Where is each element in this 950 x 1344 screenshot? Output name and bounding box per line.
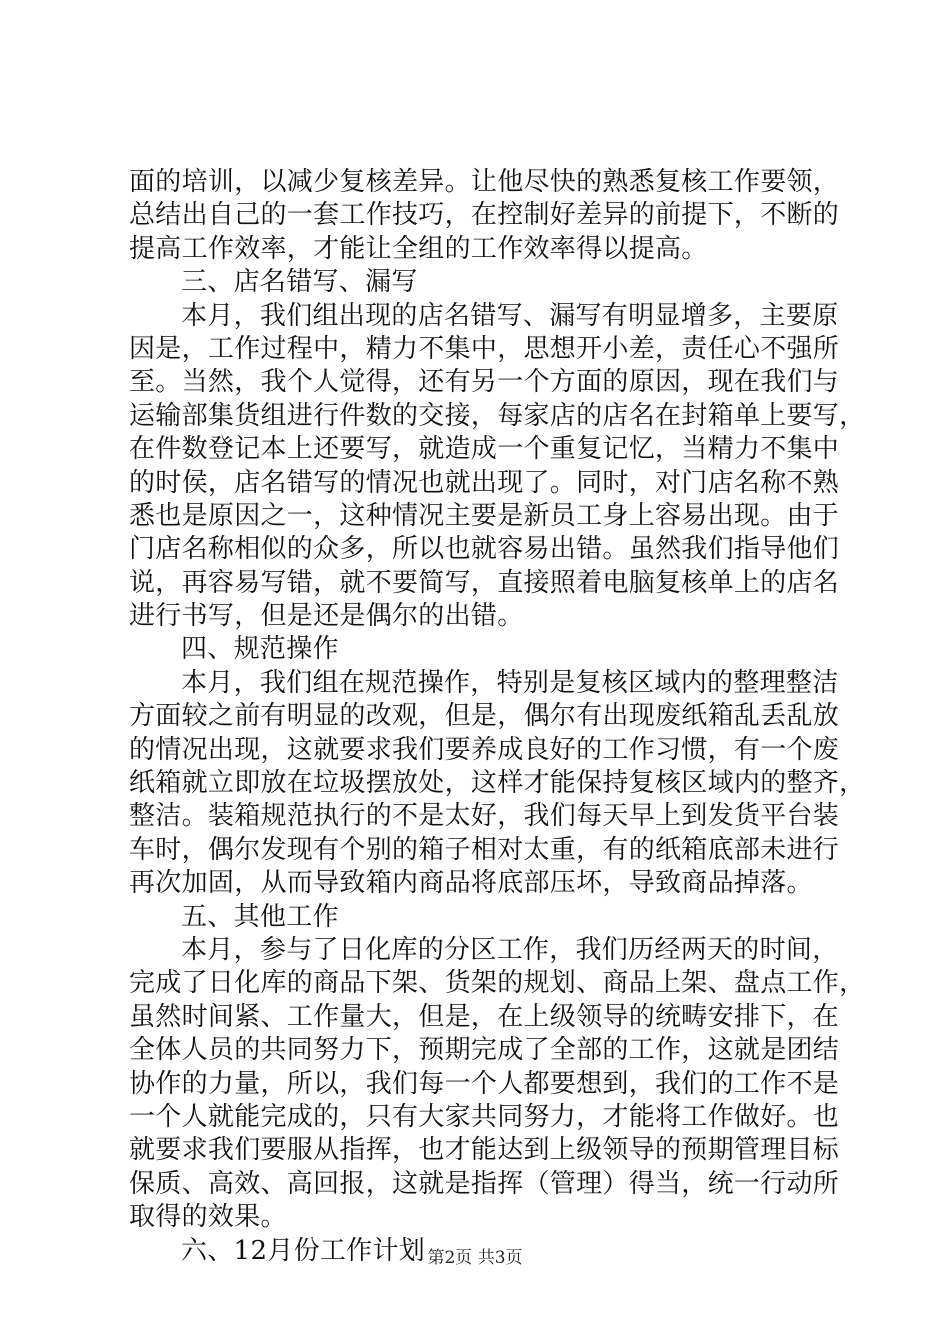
paragraph-line: 全体人员的共同努力下，预期完成了全部的工作，这就是团结 [129, 1035, 840, 1066]
paragraph-line: 的情况出现，这就要求我们要养成良好的工作习惯，有一个废 [129, 734, 840, 765]
section-heading-standard-operation: 四、规范操作 [181, 634, 339, 665]
paragraph-line: 面的培训，以减少复核差异。让他尽快的熟悉复核工作要领， [129, 167, 840, 197]
paragraph-line: 整洁。装箱规范执行的不是太好，我们每天早上到发货平台装 [129, 801, 840, 832]
paragraph-line: 一个人就能完成的，只有大家共同努力，才能将工作做好。也 [129, 1101, 840, 1132]
paragraph-line: 总结出自己的一套工作技巧，在控制好差异的前提下，不断的 [129, 200, 840, 231]
paragraph-line: 在件数登记本上还要写，就造成一个重复记忆，当精力不集中 [129, 434, 840, 465]
paragraph-line: 取得的效果。 [129, 1202, 287, 1233]
paragraph-line: 纸箱就立即放在垃圾摆放处，这样才能保持复核区域内的整齐， [129, 768, 866, 799]
paragraph-line: 完成了日化库的商品下架、货架的规划、商品上架、盘点工作， [129, 968, 866, 999]
paragraph-line: 本月，我们组出现的店名错写、漏写有明显增多，主要原 [181, 300, 839, 331]
paragraph-line: 的时侯，店名错写的情况也就出现了。同时，对门店名称不熟 [129, 467, 840, 498]
paragraph-line: 悉也是原因之一，这种情况主要是新员工身上容易出现。由于 [129, 500, 840, 531]
paragraph-line: 本月，我们组在规范操作，特别是复核区域内的整理整洁 [181, 667, 839, 698]
paragraph-line: 协作的力量，所以，我们每一个人都要想到，我们的工作不是 [129, 1068, 840, 1099]
paragraph-line: 至。当然，我个人觉得，还有另一个方面的原因，现在我们与 [129, 367, 840, 398]
paragraph-line: 进行书写，但是还是偶尔的出错。 [129, 601, 524, 632]
section-heading-december-plan: 六、12月份工作计划 [181, 1235, 426, 1266]
paragraph-line: 车时，偶尔发现有个别的箱子相对太重，有的纸箱底部未进行 [129, 834, 840, 865]
paragraph-line: 本月，参与了日化库的分区工作，我们历经两天的时间， [181, 934, 839, 965]
paragraph-line: 因是，工作过程中，精力不集中，思想开小差，责任心不强所 [129, 333, 840, 364]
paragraph-line: 就要求我们要服从指挥，也才能达到上级领导的预期管理目标 [129, 1135, 840, 1166]
paragraph-line: 提高工作效率，才能让全组的工作效率得以提高。 [129, 233, 708, 264]
paragraph-line: 再次加固，从而导致箱内商品将底部压坏，导致商品掉落。 [129, 868, 813, 899]
section-heading-store-name-errors: 三、店名错写、漏写 [181, 267, 418, 298]
section-heading-other-work: 五、其他工作 [181, 901, 339, 932]
page-number-footer: 第2页 共3页 [427, 1248, 523, 1268]
paragraph-line: 方面较之前有明显的改观，但是，偶尔有出现废纸箱乱丢乱放 [129, 701, 840, 732]
paragraph-line: 说，再容易写错，就不要简写，直接照着电脑复核单上的店名 [129, 567, 840, 598]
document-body [129, 166, 866, 1268]
paragraph-line: 保质、高效、高回报，这就是指挥（管理）得当，统一行动所 [129, 1168, 840, 1199]
paragraph-line: 虽然时间紧、工作量大，但是，在上级领导的统畴安排下，在 [129, 1001, 840, 1032]
paragraph-line: 门店名称相似的众多，所以也就容易出错。虽然我们指导他们 [129, 534, 840, 565]
paragraph-line: 运输部集货组进行件数的交接，每家店的店名在封箱单上要写， [129, 400, 866, 431]
